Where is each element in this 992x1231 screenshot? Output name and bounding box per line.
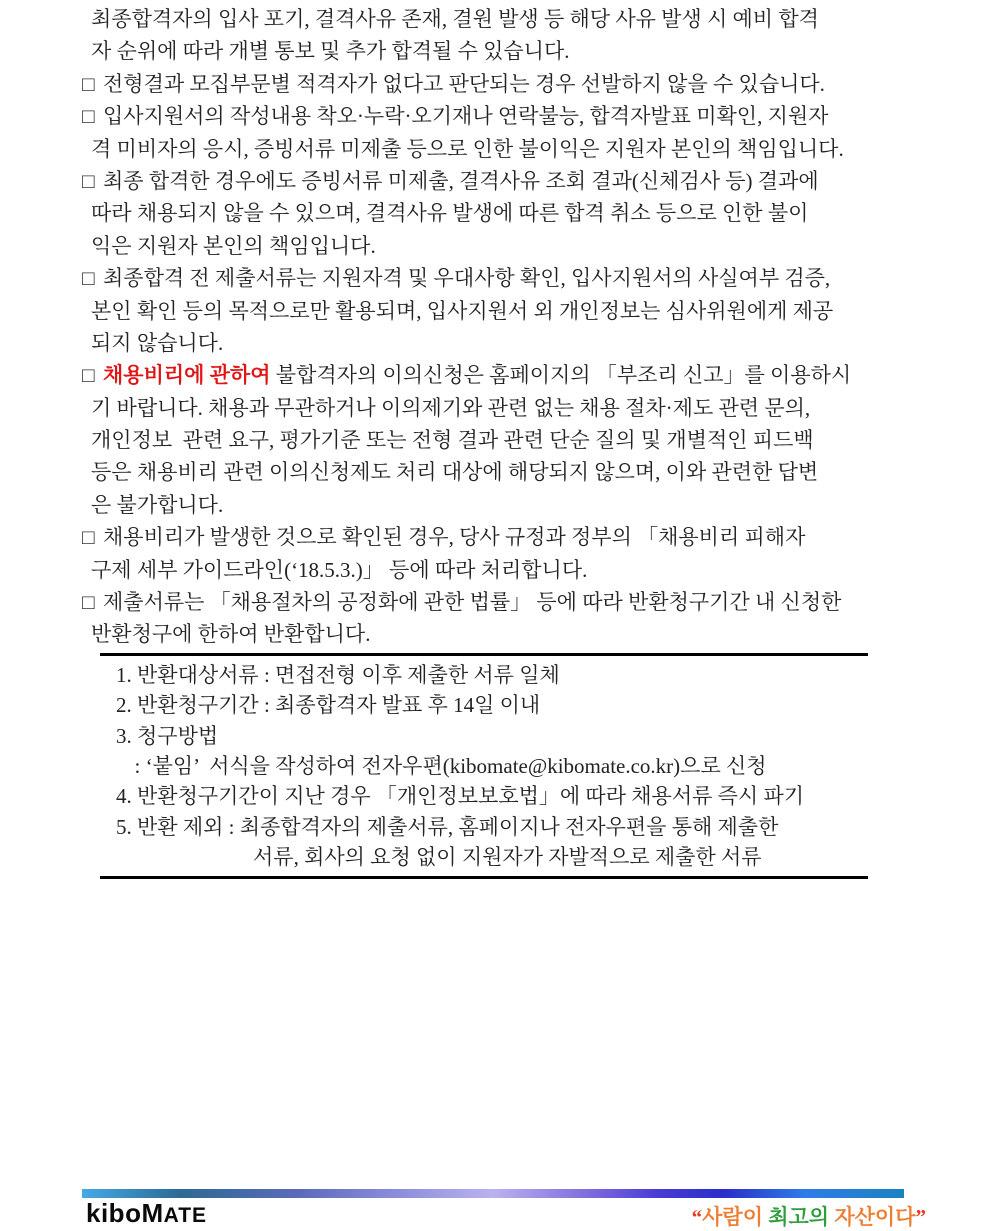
text-line: 격 미비자의 응시, 증빙서류 미제출 등으로 인한 불이익은 지원자 본인의 책임입니다.: [91, 136, 844, 161]
text-line: 되지 않습니다.: [91, 330, 224, 355]
text-line: 따라 채용되지 않을 수 있으며, 결격사유 발생에 따른 합격 취소 등으로 인한 불이: [91, 201, 809, 226]
slogan-word-3: 자산이다: [834, 1205, 916, 1229]
checkbox-icon: □: [82, 71, 95, 96]
text-line: 자 순위에 따라 개별 통보 및 추가 합격될 수 있습니다.: [91, 39, 570, 64]
text-line: 기 바랍니다. 채용과 무관하거나 이의제기와 관련 없는 채용 절차·제도 관련 문의,: [91, 395, 811, 420]
text-line: □ 전형결과 모집부문별 적격자가 없다고 판단되는 경우 선발하지 않을 수 있습니다.: [82, 68, 928, 100]
logo-text-ate: ATE: [163, 1204, 208, 1227]
text-line: □ 채용비리에 관하여 불합격자의 이의신청은 홈페이지의 「부조리 신고」를 이용하시: [82, 359, 928, 391]
text-line: 반환청구에 한하여 반환합니다.: [91, 622, 371, 647]
returns-line: 4. 반환청구기간이 지난 경우 「개인정보보호법」에 따라 채용서류 즉시 파기: [116, 784, 805, 809]
text-line: 익은 지원자 본인의 책임입니다.: [91, 233, 376, 258]
notice-item: [82, 3, 928, 68]
notice-item: [82, 359, 928, 521]
notice-item: [82, 100, 928, 165]
notice-item: [82, 586, 928, 651]
text-line: □ 채용비리가 발생한 것으로 확인된 경우, 당사 규정과 정부의 「채용비리 피해자: [82, 521, 928, 553]
checkbox-icon: □: [82, 266, 95, 291]
notice-item: [82, 521, 928, 586]
returns-line: 서류, 회사의 요청 없이 지원자가 자발적으로 제출한 서류: [253, 845, 762, 870]
footer-divider-bar: [82, 1189, 904, 1198]
logo-text-kibo: kibo: [86, 1198, 142, 1228]
notice-item: [82, 262, 928, 359]
notice-document: [82, 3, 928, 879]
text-line: □ 최종합격 전 제출서류는 지원자격 및 우대사항 확인, 입사지원서의 사실여부 검증,: [82, 262, 928, 294]
checkbox-icon: □: [82, 168, 95, 193]
slogan-word-1: 사람이: [702, 1205, 763, 1229]
slogan-close-quote: ”: [915, 1205, 926, 1229]
notice-item: [82, 68, 928, 100]
text-line: □ 최종 합격한 경우에도 증빙서류 미제출, 결격사유 조회 결과(신체검사 등) 결과에: [82, 165, 928, 197]
checkbox-icon: □: [82, 590, 95, 615]
text-line: 등은 채용비리 관련 이의신청제도 처리 대상에 해당되지 않으며, 이와 관련한 답변: [91, 460, 819, 485]
notice-list: [82, 3, 928, 651]
returns-line: : ‘붙임’ 서식을 작성하여 전자우편(kibomate@kibomate.co.kr)으로 신청: [124, 753, 767, 778]
company-logo: [86, 1198, 207, 1229]
text-line: 구제 세부 가이드라인(‘18.5.3.)」 등에 따라 처리합니다.: [91, 557, 588, 582]
red-emphasis-text: 채용비리에 관하여: [103, 363, 276, 388]
checkbox-icon: □: [82, 104, 95, 129]
returns-line: 1. 반환대상서류 : 면접전형 이후 제출한 서류 일체: [116, 662, 560, 687]
returns-line: 5. 반환 제외 : 최종합격자의 제출서류, 홈페이지나 전자우편을 통해 제출한: [116, 814, 779, 839]
checkbox-icon: □: [82, 363, 95, 388]
slogan-word-2: 최고의: [768, 1205, 830, 1229]
text-line: 본인 확인 등의 목적으로만 활용되며, 입사지원서 외 개인정보는 심사위원에게 제공: [91, 298, 834, 323]
text-line: □ 입사지원서의 작성내용 착오·누락·오기재나 연락불능, 합격자발표 미확인, 지원자: [82, 100, 928, 132]
checkbox-icon: □: [82, 525, 95, 550]
text-line: 은 불가합니다.: [91, 492, 224, 517]
company-slogan: [692, 1201, 926, 1231]
text-line: 개인정보 관련 요구, 평가기준 또는 전형 결과 관련 단순 질의 및 개별적인 피드백: [91, 428, 814, 453]
logo-text-m: M: [141, 1198, 164, 1228]
text-line: 최종합격자의 입사 포기, 결격사유 존재, 결원 발생 등 해당 사유 발생 시 예비 합격: [91, 7, 819, 31]
slogan-open-quote: “: [691, 1205, 703, 1229]
returns-line: 3. 청구방법: [116, 723, 219, 748]
text-line: □ 제출서류는 「채용절차의 공정화에 관한 법률」 등에 따라 반환청구기간 내 신청한: [82, 586, 928, 618]
returns-line: 2. 반환청구기간 : 최종합격자 발표 후 14일 이내: [116, 693, 541, 718]
notice-item: [82, 165, 928, 262]
returns-box: [100, 653, 868, 879]
